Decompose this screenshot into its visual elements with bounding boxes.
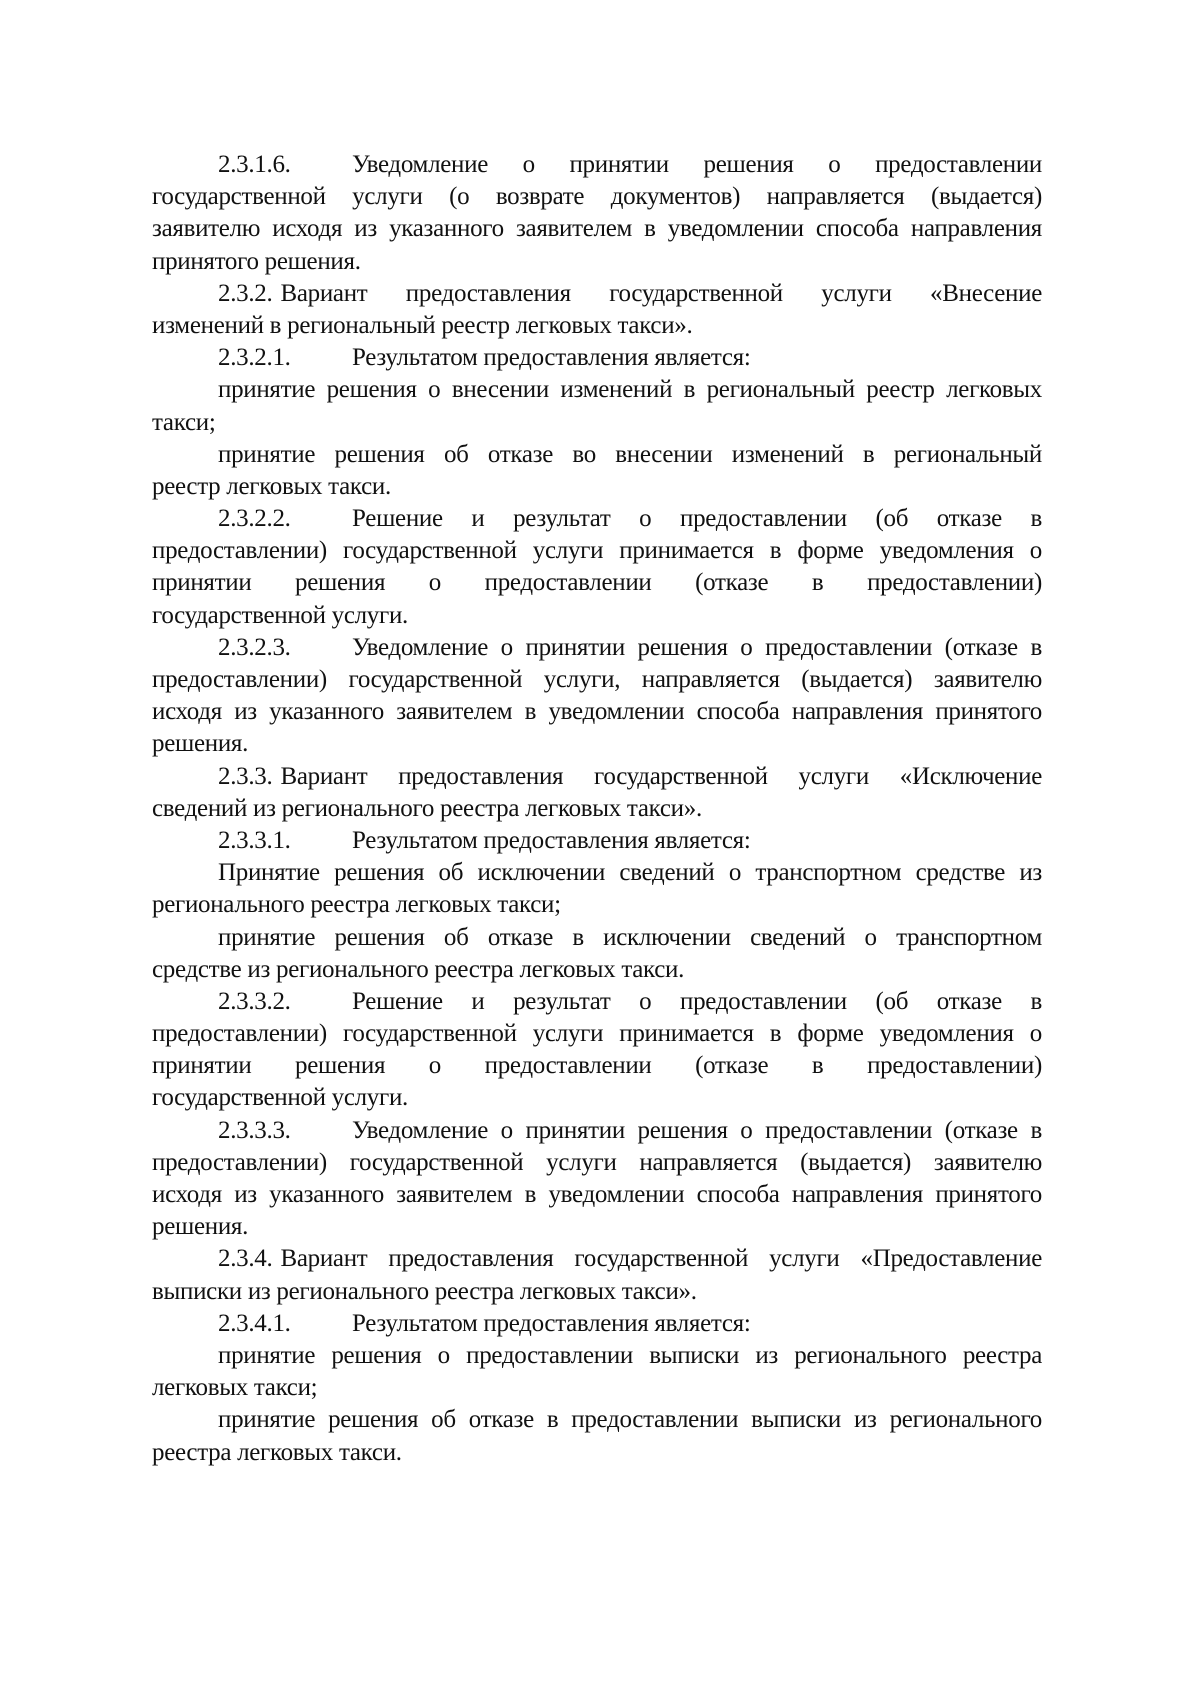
text-line [152, 1372, 1042, 1404]
line-text: решения. [152, 730, 249, 758]
line-text: предоставлении) государственной услуги направляется (выдается) заявителю [152, 1148, 1042, 1176]
line-text: реестр легковых такси. [152, 472, 391, 500]
section-number: 2.3.4. [218, 1245, 273, 1273]
text-line [152, 535, 1042, 567]
text-line [152, 986, 1042, 1018]
line-text: принятого решения. [152, 247, 361, 275]
numbered-paragraph [152, 1308, 1042, 1340]
line-text: исходя из указанного заявителем в уведомлении способа направления принятого [152, 1181, 1042, 1208]
text-line [152, 922, 1042, 954]
numbered-paragraph [152, 149, 1042, 278]
section-number: 2.3.2. [218, 279, 273, 307]
section-number: 2.3.3. [218, 762, 273, 790]
text-line [152, 407, 1042, 439]
line-text: государственной услуги. [152, 601, 408, 629]
paragraph [152, 439, 1042, 503]
line-text: Вариант предоставления государственной услуги «Внесение [280, 279, 1042, 307]
line-text: принятие решения об отказе в исключении сведений о транспортном [218, 923, 1042, 951]
line-text: принятие решения о внесении изменений в региональный реестр легковых [218, 376, 1042, 404]
line-text: предоставлении) государственной услуги принимается в форме уведомления о [152, 537, 1042, 565]
line-text: исходя из указанного заявителем в уведомлении способа направления принятого [152, 698, 1042, 726]
text-line [152, 374, 1042, 406]
line-text: Результатом предоставления является: [352, 344, 751, 372]
section-number: 2.3.3.1. [218, 826, 291, 854]
numbered-paragraph [152, 1115, 1042, 1244]
text-line [152, 567, 1042, 599]
section-number: 2.3.4.1. [218, 1309, 291, 1337]
numbered-paragraph [152, 278, 1042, 342]
text-line [152, 1082, 1042, 1114]
line-text: предоставлении) государственной услуги, направляется (выдается) заявителю [152, 666, 1042, 693]
section-number: 2.3.3.3. [218, 1116, 291, 1144]
line-text: регионального реестра легковых такси; [152, 891, 561, 919]
text-line [152, 278, 1042, 310]
line-text: решения. [152, 1213, 249, 1241]
paragraph [152, 857, 1042, 921]
line-text: сведений из регионального реестра легковых такси». [152, 794, 702, 822]
text-line [152, 1340, 1042, 1372]
text-line [152, 825, 1042, 857]
line-text: средстве из регионального реестра легковых такси. [152, 955, 685, 983]
text-line [152, 857, 1042, 889]
text-line [152, 1308, 1042, 1340]
section-number: 2.3.3.2. [218, 987, 291, 1015]
text-line [152, 1147, 1042, 1179]
paragraph [152, 922, 1042, 986]
text-line [152, 664, 1042, 696]
numbered-paragraph [152, 1243, 1042, 1307]
numbered-paragraph [152, 632, 1042, 761]
text-line [152, 181, 1042, 213]
text-line [152, 1115, 1042, 1147]
line-text: государственной услуги. [152, 1084, 408, 1112]
line-text: Вариант предоставления государственной услуги «Предоставление [280, 1245, 1042, 1273]
numbered-paragraph [152, 342, 1042, 374]
text-line [152, 632, 1042, 664]
line-text: выписки из регионального реестра легковых такси». [152, 1277, 697, 1305]
line-text: Результатом предоставления является: [352, 1309, 751, 1337]
text-line [152, 213, 1042, 245]
line-text: принятии решения о предоставлении (отказе в предоставлении) [152, 1052, 1042, 1080]
line-text: Результатом предоставления является: [352, 826, 751, 854]
text-line [152, 342, 1042, 374]
line-text: Уведомление о принятии решения о предоставлении (отказе в [352, 633, 1042, 661]
numbered-paragraph [152, 503, 1042, 632]
line-text: Вариант предоставления государственной услуги «Исключение [280, 762, 1042, 790]
numbered-paragraph [152, 761, 1042, 825]
text-line [152, 246, 1042, 278]
paragraph [152, 1340, 1042, 1404]
line-text: принятие решения о предоставлении выписки из регионального реестра [218, 1341, 1042, 1369]
paragraph [152, 374, 1042, 438]
line-text: Уведомление о принятии решения о предоставлении [352, 151, 1042, 178]
line-text: принятие решения об отказе во внесении изменений в региональный [218, 440, 1042, 468]
text-line [152, 439, 1042, 471]
text-line [152, 1050, 1042, 1082]
text-line [152, 1179, 1042, 1211]
section-number: 2.3.2.3. [218, 633, 291, 661]
text-line [152, 471, 1042, 503]
paragraph [152, 1404, 1042, 1468]
line-text: принятии решения о предоставлении (отказе в предоставлении) [152, 569, 1042, 597]
text-line [152, 889, 1042, 921]
text-line [152, 1243, 1042, 1275]
text-line [152, 1276, 1042, 1308]
text-line [152, 1211, 1042, 1243]
text-line [152, 728, 1042, 760]
section-number: 2.3.1.6. [218, 151, 291, 178]
text-line [152, 503, 1042, 535]
line-text: заявителю исходя из указанного заявителем в уведомлении способа направления [152, 215, 1042, 243]
text-line [152, 954, 1042, 986]
text-line [152, 761, 1042, 793]
line-text: реестра легковых такси. [152, 1438, 402, 1466]
numbered-paragraph [152, 986, 1042, 1115]
text-line [152, 696, 1042, 728]
numbered-paragraph [152, 825, 1042, 857]
text-line [152, 1404, 1042, 1436]
text-line [152, 600, 1042, 632]
line-text: Решение и результат о предоставлении (об отказе в [352, 987, 1042, 1015]
line-text: Принятие решения об исключении сведений о транспортном средстве из [218, 859, 1042, 887]
line-text: Уведомление о принятии решения о предоставлении (отказе в [352, 1116, 1042, 1144]
text-line [152, 149, 1042, 181]
line-text: изменений в региональный реестр легковых такси». [152, 311, 693, 339]
line-text: такси; [152, 408, 216, 436]
document-page [152, 149, 1042, 1469]
line-text: государственной услуги (о возврате документов) направляется (выдается) [152, 183, 1042, 211]
line-text: Решение и результат о предоставлении (об отказе в [352, 505, 1042, 533]
text-line [152, 793, 1042, 825]
text-line [152, 1018, 1042, 1050]
line-text: легковых такси; [152, 1374, 318, 1402]
line-text: принятие решения об отказе в предоставлении выписки из регионального [218, 1406, 1042, 1434]
text-line [152, 1437, 1042, 1469]
section-number: 2.3.2.2. [218, 505, 291, 533]
text-line [152, 310, 1042, 342]
line-text: предоставлении) государственной услуги принимается в форме уведомления о [152, 1020, 1042, 1048]
section-number: 2.3.2.1. [218, 344, 291, 372]
